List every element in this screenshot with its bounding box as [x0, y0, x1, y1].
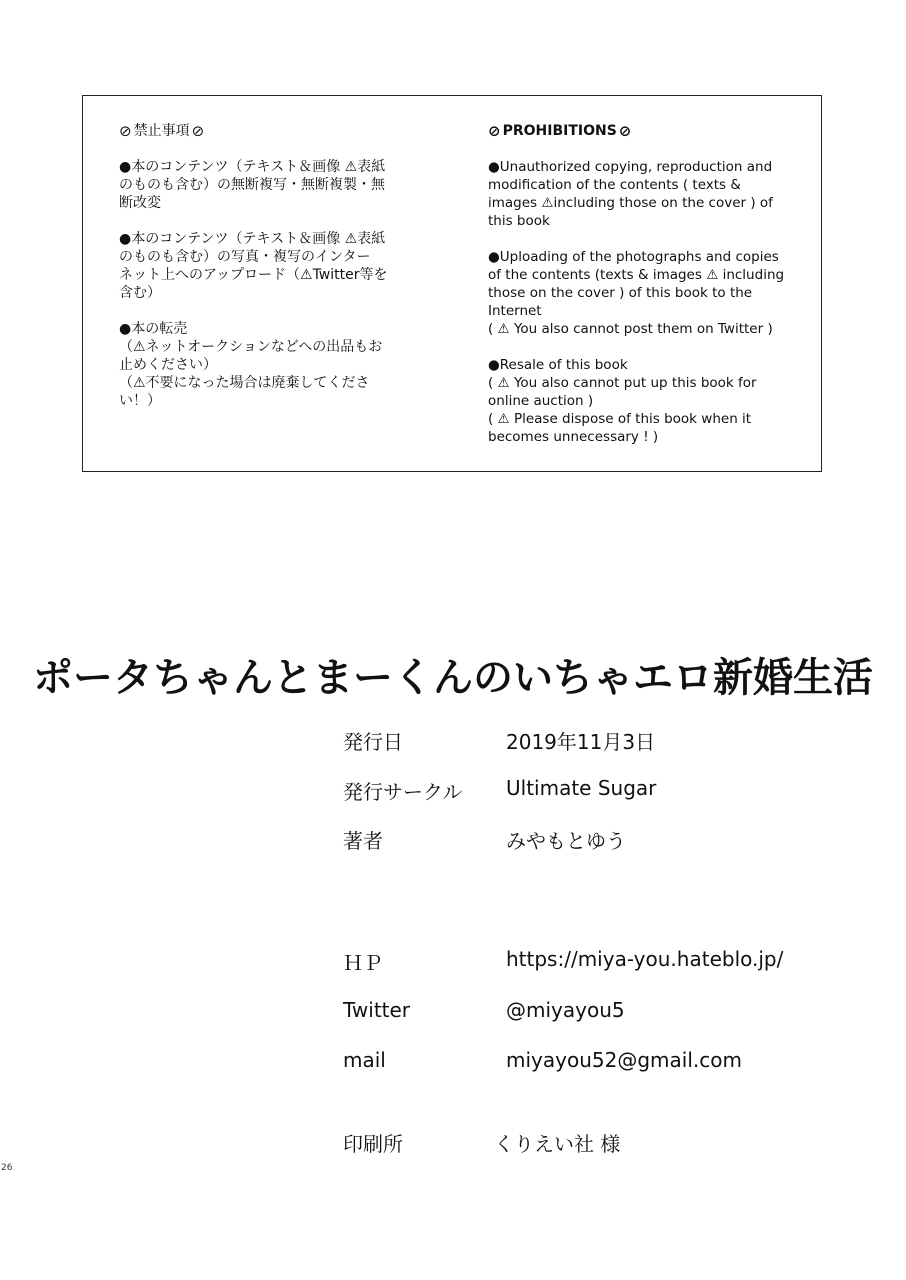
colophon-value: くりえい社 様 — [494, 1132, 621, 1156]
prohibitions-english — [488, 122, 788, 464]
colophon-row-twitter — [0, 998, 906, 1028]
colophon-key: 発行日 — [343, 730, 403, 754]
prohibited-icon: ⊘ — [119, 122, 132, 140]
prohibitions-box — [82, 95, 822, 472]
colophon-key: 印刷所 — [343, 1132, 403, 1156]
colophon-value: Ultimate Sugar — [506, 776, 657, 800]
prohibited-icon: ⊘ — [191, 122, 205, 140]
colophon-row-homepage — [0, 947, 906, 977]
prohibition-item: ●本の転売 （⚠ネットオークションなどへの出品もお 止めください） （⚠不要になった場合は廃棄してくださ い！） — [119, 321, 383, 409]
colophon-value: 2019年11月3日 — [506, 730, 656, 754]
prohibitions-heading-en: ⊘ PROHIBITIONS ⊘ — [488, 122, 632, 140]
colophon-key: Twitter — [343, 998, 411, 1022]
colophon-key: 著者 — [343, 829, 383, 853]
colophon-key: mail — [343, 1048, 386, 1072]
prohibited-icon: ⊘ — [618, 122, 632, 140]
email-address: miyayou52@gmail.com — [506, 1048, 742, 1072]
page-number: 26 — [1, 1163, 13, 1173]
prohibitions-japanese — [119, 122, 439, 428]
twitter-handle: @miyayou5 — [506, 998, 625, 1022]
colophon-row-printer — [0, 1128, 906, 1158]
colophon-row-date — [0, 726, 906, 756]
prohibitions-heading-ja: ⊘ 禁止事項 ⊘ — [119, 122, 205, 140]
colophon-key: 発行サークル — [343, 780, 463, 804]
book-title: ポータちゃんとまーくんのいちゃエロ新婚生活 — [33, 655, 873, 701]
colophon-row-mail — [0, 1048, 906, 1078]
prohibition-item: ●本のコンテンツ（テキスト＆画像 ⚠表紙 のものも含む）の無断複写・無断複製・無 断改変 — [119, 159, 386, 211]
prohibited-icon: ⊘ — [488, 122, 501, 140]
colophon-key: ＨＰ — [343, 951, 383, 975]
homepage-link[interactable]: https://miya-you.hateblo.jp/ — [506, 947, 784, 971]
colophon-row-circle — [0, 776, 906, 806]
prohibition-item: ●Unauthorized copying, reproduction and modification of the contents ( texts & images ⚠including those on the cover ) of this book — [488, 159, 773, 229]
colophon-row-author — [0, 825, 906, 855]
prohibition-item: ●本のコンテンツ（テキスト＆画像 ⚠表紙 のものも含む）の写真・複写のインター ネット上へのアップロード（⚠Twitter等を 含む） — [119, 231, 388, 301]
prohibition-item: ●Resale of this book ( ⚠ You also cannot put up this book for online auction ) ( ⚠ Please dispose of this book when it becomes unnecessary ! ) — [488, 357, 757, 445]
colophon-value: みやもとゆう — [506, 829, 626, 853]
prohibition-item: ●Uploading of the photographs and copies of the contents (texts & images ⚠ including those on the cover ) of this book to the Internet ( ⚠ You also cannot post them on Twitter ) — [488, 249, 785, 337]
